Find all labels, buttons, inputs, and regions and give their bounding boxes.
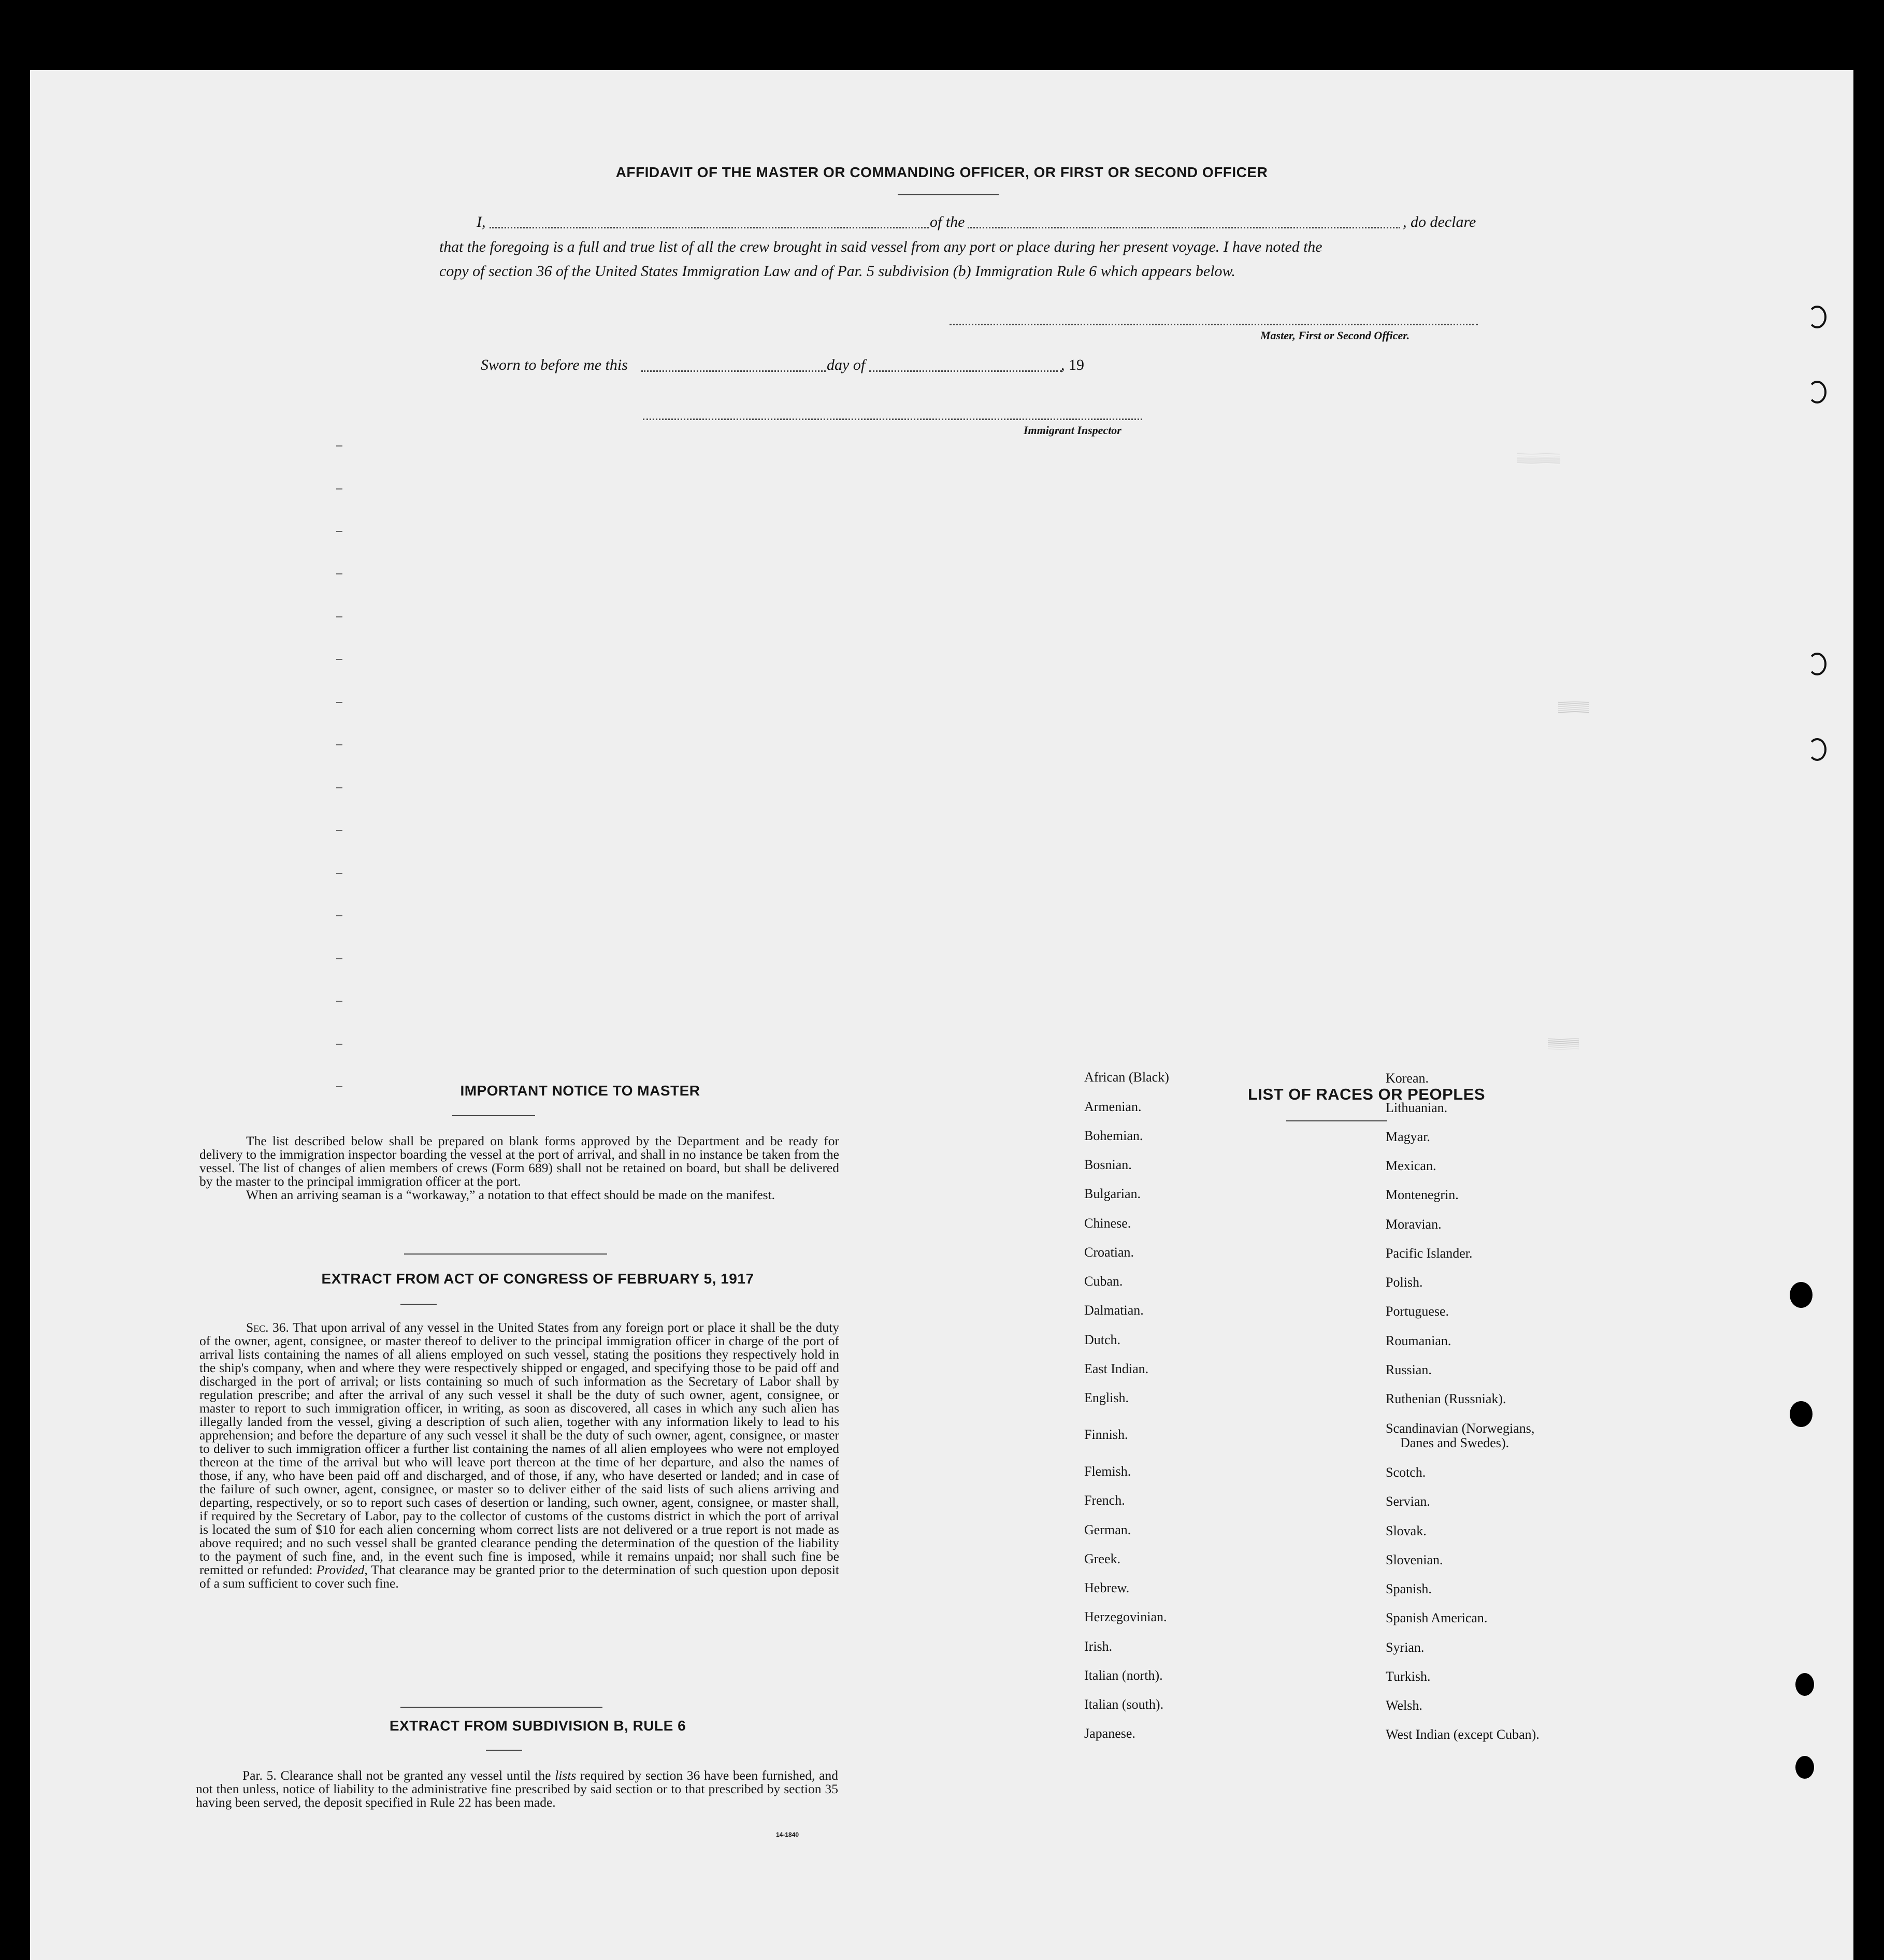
margin-tick — [336, 445, 342, 446]
extract-rule-title: EXTRACT FROM SUBDIVISION B, RULE 6 — [389, 1718, 686, 1734]
margin-tick — [336, 787, 342, 788]
notice-body — [199, 1134, 839, 1202]
vessel-blank[interactable] — [968, 227, 1400, 228]
extract-act-body — [199, 1321, 839, 1590]
bleed-through-text: ▒▒▒▒▒▒▒ — [1517, 453, 1561, 465]
race-item-continuation: Danes and Swedes). — [1400, 1435, 1509, 1450]
race-item: Finnish. — [1084, 1427, 1128, 1442]
document-page — [30, 70, 1853, 1960]
day-of-text: day of — [827, 356, 866, 373]
margin-tick — [336, 1086, 342, 1087]
notice-paragraph-1: The list described below shall be prepared on blank forms approved by the Department and be ready for delivery to the immigration inspector boarding the vessel at the port of arrival, and shall in no instance be taken from the vessel. The list of changes of alien members of crews (Form 689) shall not be retained on board, but shall be delivered by the master to the principal immigration officer at the port. — [199, 1133, 839, 1189]
affidavit-i: I, — [477, 213, 486, 230]
race-item: Bohemian. — [1084, 1128, 1143, 1143]
divider — [1286, 1120, 1387, 1121]
margin-tick — [336, 488, 342, 489]
race-item: Hebrew. — [1084, 1580, 1130, 1595]
notice-title: IMPORTANT NOTICE TO MASTER — [460, 1083, 700, 1099]
race-item: East Indian. — [1084, 1361, 1149, 1376]
inspector-signature-blank[interactable] — [643, 419, 1142, 420]
day-blank[interactable] — [641, 370, 826, 372]
margin-tick — [336, 744, 342, 745]
divider — [400, 1707, 602, 1708]
race-item: Servian. — [1386, 1494, 1430, 1509]
extract-rule-body — [196, 1769, 838, 1809]
race-item: English. — [1084, 1390, 1129, 1405]
provided-word: Provided, — [316, 1562, 368, 1577]
race-item: Syrian. — [1386, 1640, 1425, 1655]
race-item: Cuban. — [1084, 1274, 1123, 1289]
race-item: Pacific Islander. — [1386, 1246, 1473, 1261]
affidavit-line-2: that the foregoing is a full and true list of all the crew brought in said vessel from any port or place during her present voyage. I have noted the — [439, 238, 1322, 255]
race-item: Portuguese. — [1386, 1304, 1449, 1319]
sec-label: Sec. 36. — [246, 1320, 289, 1335]
margin-tick — [336, 1001, 342, 1002]
race-item: Croatian. — [1084, 1245, 1134, 1260]
margin-tick — [336, 702, 342, 703]
race-item: Italian (north). — [1084, 1668, 1163, 1683]
race-item: Irish. — [1084, 1639, 1113, 1654]
master-signature-label: Master, First or Second Officer. — [1260, 329, 1410, 342]
master-signature-blank[interactable] — [950, 324, 1478, 325]
race-item: Dutch. — [1084, 1332, 1121, 1347]
race-item: Korean. — [1386, 1071, 1429, 1086]
margin-tick — [336, 830, 342, 831]
race-item: Scandinavian (Norwegians, — [1386, 1421, 1535, 1436]
binder-hole-icon — [1808, 381, 1827, 403]
bleed-through-text: ▒▒▒▒▒ — [1548, 1039, 1579, 1050]
race-item: Italian (south). — [1084, 1697, 1164, 1712]
race-item: Scotch. — [1386, 1465, 1426, 1480]
divider — [898, 194, 999, 195]
race-item: Russian. — [1386, 1362, 1432, 1377]
margin-tick — [336, 915, 342, 916]
notice-paragraph-2: When an arriving seaman is a “workaway,” a notation to that effect should be made on the manifest. — [246, 1187, 775, 1202]
race-item: Moravian. — [1386, 1217, 1442, 1232]
binder-hole-icon — [1808, 306, 1827, 328]
race-item: Japanese. — [1084, 1726, 1135, 1741]
race-item: Flemish. — [1084, 1464, 1131, 1479]
divider — [452, 1115, 535, 1116]
punch-hole-icon — [1795, 1756, 1814, 1779]
margin-tick — [336, 873, 342, 874]
race-item: Magyar. — [1386, 1129, 1430, 1144]
margin-tick — [336, 573, 342, 574]
extract-rule-text: Par. 5. Clearance shall not be granted any vessel until the — [242, 1768, 551, 1783]
margin-tick — [336, 958, 342, 959]
extract-act-text: That upon arrival of any vessel in the United States from any foreign port or place it shall be the duty of the owner, agent, consignee, or master thereof to deliver to the principal immigration officer in charge of the port of arrival lists containing the names of all aliens employed on such vessel, stating the positions they respectively hold in the ship's company, when and where they were respectively shipped or engaged, and specifying those to be paid off and discharged in the port of arrival; or lists containing so much of such information as the Secretary of Labor shall by regulation prescribe; and after the arrival of any such vessel it shall be the duty of such owner, agent, consignee, or master to report to such immigration officer, in writing, as soon as discovered, all cases in which any such alien has illegally landed from the vessel, giving a description of such alien, together with any information likely to lead to his apprehension; and before the departure of any such vessel it shall be the duty of such owner, agent, consignee, or master to deliver to such immigration officer a further list containing the names of all alien employees who were not employed thereon at the time of the arrival but who will leave port thereon at the time of her departure, and also the names of those, if any, who have been paid off and discharged, and of those, if any, who have deserted or landed; and in case of the failure of such owner, agent, consignee, or master so to deliver either of the said lists of such aliens arriving and departing, respectively, or so to report such cases of desertion or landing, such owner, agent, consignee, or master shall, if required by the Secretary of Labor, pay to the collector of customs of the customs district in which the port of arrival is located the sum of $10 for each alien concerning whom correct lists are not delivered or a true report is not made as above required; and no such vessel shall be granted clearance pending the determination of the question of the liability to the payment of such fine, and, in the event such fine is imposed, while it remains unpaid; nor shall such fine be remitted or refunded: — [199, 1320, 839, 1577]
race-item: Montenegrin. — [1386, 1187, 1459, 1202]
race-item: Dalmatian. — [1084, 1303, 1144, 1318]
form-number: 14-1840 — [776, 1831, 799, 1838]
affidavit-line-3: copy of section 36 of the United States Immigration Law and of Par. 5 subdivision (b) Immigration Rule 6 which appears below. — [439, 263, 1235, 280]
race-item: Spanish American. — [1386, 1610, 1488, 1625]
punch-hole-icon — [1795, 1673, 1814, 1696]
race-item: German. — [1084, 1522, 1131, 1537]
sworn-text: Sworn to before me this — [481, 356, 628, 373]
lists-word: lists — [555, 1768, 577, 1783]
bleed-through-text: ▒▒▒▒▒ — [1558, 702, 1590, 714]
extract-act-text-end: That clearance may be granted prior to the determination of such question upon deposit of a sum sufficient to cover such fine. — [199, 1562, 839, 1591]
affidavit-title: AFFIDAVIT OF THE MASTER OR COMMANDING OFFICER, OR FIRST OR SECOND OFFICER — [615, 164, 1268, 180]
extract-rule-text-end: required by section 36 have been furnished, and not then unless, notice of liability to the administrative fine prescribed by said section or to that prescribed by section 35 having been served, the deposit specified in Rule 22 has been made. — [196, 1768, 838, 1810]
punch-hole-icon — [1790, 1401, 1813, 1427]
race-item: Lithuanian. — [1386, 1100, 1448, 1115]
race-item: Chinese. — [1084, 1216, 1131, 1231]
margin-tick — [336, 659, 342, 660]
binder-hole-icon — [1808, 653, 1827, 675]
inspector-label: Immigrant Inspector — [1024, 424, 1121, 437]
race-item: Herzegovinian. — [1084, 1609, 1167, 1624]
margin-tick — [336, 616, 342, 617]
race-item: Mexican. — [1386, 1158, 1436, 1173]
affidavit-of-the: of the — [930, 213, 965, 230]
race-item: Spanish. — [1386, 1581, 1432, 1596]
divider — [486, 1750, 522, 1751]
race-item: Bosnian. — [1084, 1157, 1132, 1172]
race-item: French. — [1084, 1493, 1125, 1508]
month-blank[interactable] — [869, 370, 1062, 372]
race-item: African (Black) — [1084, 1070, 1169, 1085]
binder-hole-icon — [1808, 738, 1827, 761]
affidavit-declare: , do declare — [1403, 213, 1476, 230]
extract-act-title: EXTRACT FROM ACT OF CONGRESS OF FEBRUARY 5, 1917 — [321, 1271, 754, 1287]
divider — [400, 1304, 437, 1305]
year-text: , 19 — [1061, 356, 1084, 373]
race-item: Roumanian. — [1386, 1333, 1451, 1348]
race-item: Armenian. — [1084, 1099, 1142, 1114]
race-item: Greek. — [1084, 1551, 1121, 1566]
race-item: Polish. — [1386, 1275, 1423, 1290]
punch-hole-icon — [1790, 1282, 1813, 1308]
race-item: Slovenian. — [1386, 1552, 1443, 1567]
divider — [404, 1253, 607, 1255]
race-item: Ruthenian (Russniak). — [1386, 1391, 1506, 1406]
races-title: LIST OF RACES OR PEOPLES — [1247, 1085, 1486, 1103]
race-item: Welsh. — [1386, 1698, 1422, 1713]
name-blank[interactable] — [490, 227, 929, 228]
margin-tick — [336, 1044, 342, 1045]
race-item: Bulgarian. — [1084, 1186, 1141, 1201]
race-item: West Indian (except Cuban). — [1386, 1727, 1540, 1742]
race-item: Slovak. — [1386, 1523, 1427, 1538]
margin-tick — [336, 531, 342, 532]
race-item: Turkish. — [1386, 1669, 1431, 1684]
